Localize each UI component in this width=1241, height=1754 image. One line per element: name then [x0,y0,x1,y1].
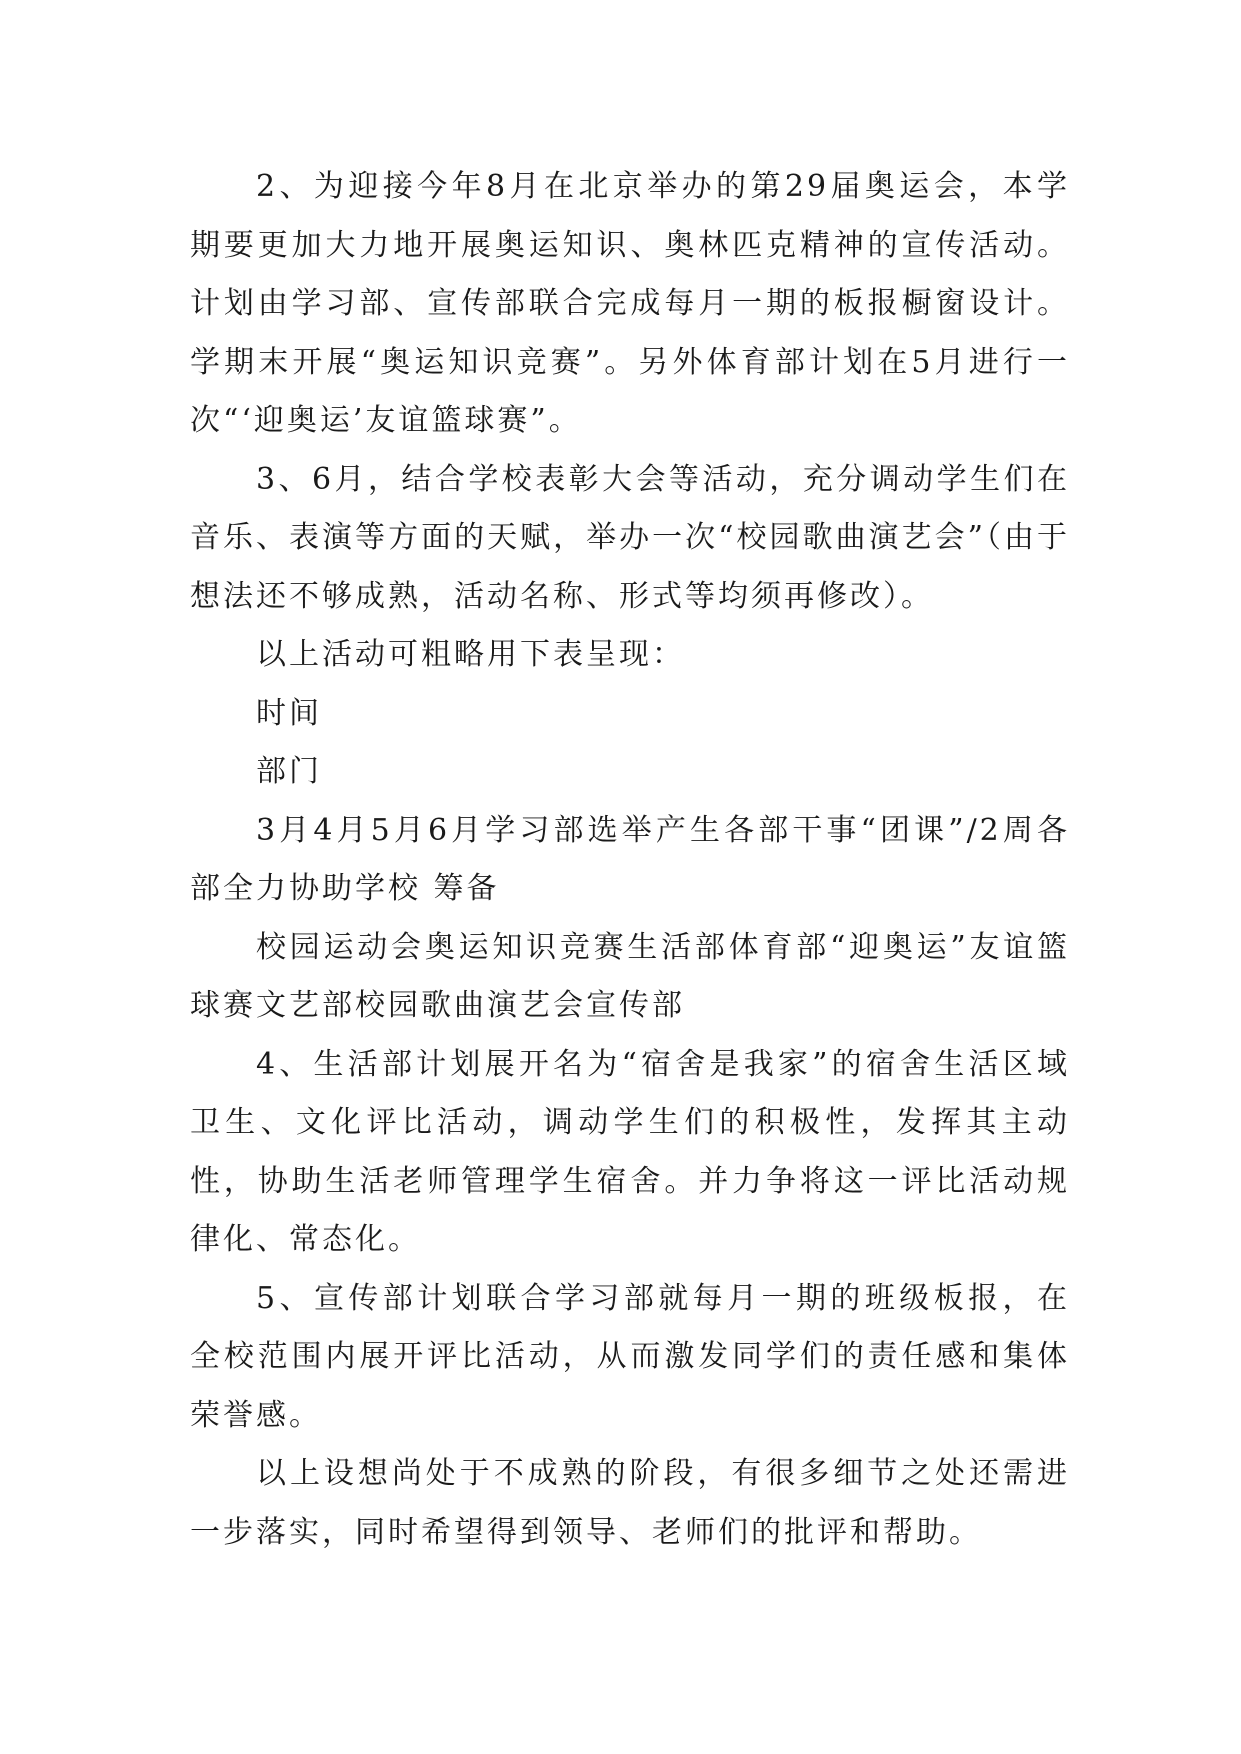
document-body [190,158,1070,1562]
table-row-months: 3月4月5月6月学习部选举产生各部干事“团课”/2周各部全力协助学校 筹备 [190,812,1070,906]
paragraph-table-intro: 以上活动可粗略用下表呈现： [256,637,685,672]
paragraph-olympics-plan: 2、为迎接今年8月在北京举办的第29届奥运会，本学期要更加大力地开展奥运知识、奥林匹克精神的宣传活动。计划由学习部、宣传部联合完成每月一期的板报橱窗设计。学期末开展“奥运知识竞赛”。另外体育部计划在5月进行一次“‘迎奥运’友谊篮球赛”。 [190,169,1070,438]
table-header-department: 部门 [256,754,322,789]
table-header-time: 时间 [256,695,322,731]
paragraph-blackboard: 5、宣传部计划联合学习部就每月一期的班级板报，在全校范围内展开评比活动，从而激发同学们的责任感和集体荣誉感。 [190,1280,1070,1433]
table-row-events: 校园运动会奥运知识竞赛生活部体育部“迎奥运”友谊篮球赛文艺部校园歌曲演艺会宣传部 [190,929,1070,1023]
paragraph-dormitory: 4、生活部计划展开名为“宿舍是我家”的宿舍生活区域卫生、文化评比活动，调动学生们的积极性，发挥其主动性，协助生活老师管理学生宿舍。并力争将这一评比活动规律化、常态化。 [190,1046,1070,1257]
paragraph-june-event: 3、6月，结合学校表彰大会等活动，充分调动学生们在音乐、表演等方面的天赋，举办一次“校园歌曲演艺会”（由于想法还不够成熟，活动名称、形式等均须再修改）。 [190,461,1070,614]
paragraph-closing: 以上设想尚处于不成熟的阶段，有很多细节之处还需进一步落实，同时希望得到领导、老师们的批评和帮助。 [190,1456,1070,1550]
